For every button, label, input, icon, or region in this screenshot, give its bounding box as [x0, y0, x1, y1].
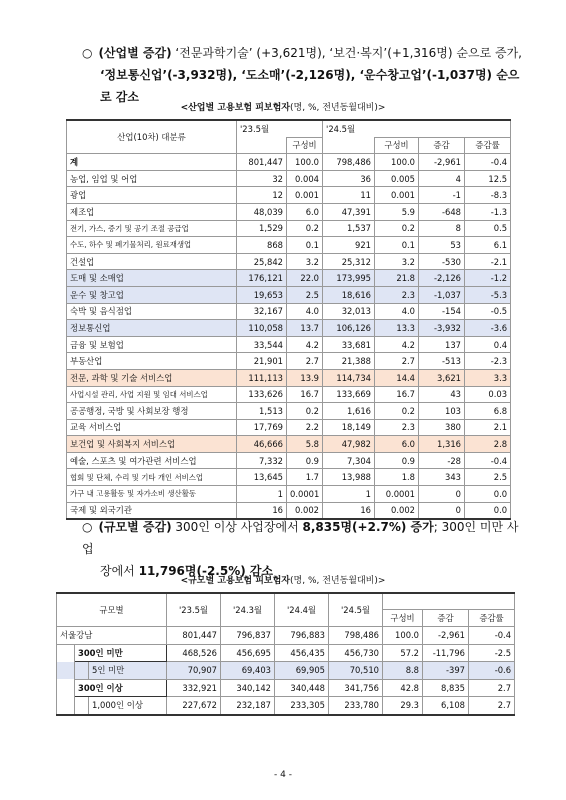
- change: 8,835: [423, 679, 469, 697]
- industry-row: [67, 154, 511, 171]
- size-row: [57, 679, 515, 697]
- change: -2,126: [419, 270, 465, 287]
- industry-name: 수도, 하수 및 폐기물처리, 원료재생업: [67, 237, 237, 254]
- table2-caption: [0, 573, 566, 586]
- industry-name: 금융 및 보험업: [67, 336, 237, 353]
- value-2405: 133,669: [323, 386, 375, 403]
- size-row: [57, 697, 515, 715]
- change: 43: [419, 386, 465, 403]
- change-rate: -2.5: [469, 644, 515, 662]
- share-2305: 3.2: [287, 253, 323, 270]
- change: -530: [419, 253, 465, 270]
- share-2305: 0.2: [287, 403, 323, 420]
- share-2305: 0.001: [287, 187, 323, 204]
- change: -1: [419, 187, 465, 204]
- size-header-category: 규모별: [57, 593, 167, 627]
- value-2405: 18,616: [323, 286, 375, 303]
- paragraph-industry: [82, 42, 522, 108]
- industry-row: [67, 320, 511, 337]
- share-2305: 16.7: [287, 386, 323, 403]
- change: 6,108: [423, 697, 469, 715]
- paragraph-industry-decrease-items: ‘정보통신업’(-3,932명), ‘도소매’(-2,126명), ‘운수창고업’(-1,037명): [100, 68, 493, 82]
- paragraph-industry-line2-text: 순으로 감소: [100, 68, 520, 104]
- industry-name: 예술, 스포츠 및 여가관련 서비스업: [67, 452, 237, 469]
- size-name: 5인 미만: [89, 662, 167, 680]
- share-2405: 0.001: [375, 187, 419, 204]
- share-2405: 2.7: [375, 353, 419, 370]
- size-header-rate: 증감률: [469, 609, 515, 626]
- paragraph-industry-line1: [82, 42, 522, 64]
- share-2405: 1.8: [375, 469, 419, 486]
- value-2405: 233,780: [329, 697, 383, 715]
- change-rate: -3.6: [465, 320, 511, 337]
- change: 103: [419, 403, 465, 420]
- share-2405: 0.0001: [375, 486, 419, 503]
- paragraph-size-heading: (규모별 증감): [98, 520, 172, 534]
- value-2405: 13,988: [323, 469, 375, 486]
- value-2405: 33,681: [323, 336, 375, 353]
- share-2305: 0.002: [287, 502, 323, 519]
- value-2305: 32,167: [237, 303, 287, 320]
- industry-row: [67, 452, 511, 469]
- size-row: [57, 662, 515, 680]
- share-2405: 3.2: [375, 253, 419, 270]
- header-share-2305: 구성비: [287, 137, 323, 154]
- change-rate: 0.0: [465, 502, 511, 519]
- value-2405: 25,312: [323, 253, 375, 270]
- indent-cell: [75, 662, 89, 680]
- share-2305: 100.0: [287, 154, 323, 171]
- value-2305: 176,121: [237, 270, 287, 287]
- industry-row: [67, 369, 511, 386]
- change: -3,932: [419, 320, 465, 337]
- share-2405: 6.0: [375, 436, 419, 453]
- change: 3,621: [419, 369, 465, 386]
- industry-row: [67, 336, 511, 353]
- value-2403: 456,695: [221, 644, 275, 662]
- paragraph-industry-heading: (산업별 증감): [98, 46, 172, 60]
- size-table-body: [57, 627, 515, 715]
- change-rate: -0.4: [465, 452, 511, 469]
- industry-table-body: [67, 154, 511, 520]
- indent-cell: [57, 662, 75, 680]
- industry-row: [67, 170, 511, 187]
- bullet-circle-icon: ○: [82, 46, 93, 60]
- share-2405: 0.1: [375, 237, 419, 254]
- value-2305: 19,653: [237, 286, 287, 303]
- value-2305: 111,113: [237, 369, 287, 386]
- share-2305: 22.0: [287, 270, 323, 287]
- value-2305: 16: [237, 502, 287, 519]
- share-2305: 6.0: [287, 203, 323, 220]
- change: 0: [419, 502, 465, 519]
- change: 343: [419, 469, 465, 486]
- share-2305: 2.2: [287, 419, 323, 436]
- value-2405: 1,616: [323, 403, 375, 420]
- share-2305: 0.1: [287, 237, 323, 254]
- industry-row: [67, 286, 511, 303]
- share-2305: 0.004: [287, 170, 323, 187]
- industry-row: [67, 303, 511, 320]
- change-rate: 0.0: [465, 486, 511, 503]
- value-2405: 173,995: [323, 270, 375, 287]
- industry-row: [67, 270, 511, 287]
- value-2305: 868: [237, 237, 287, 254]
- change-rate: -1.3: [465, 203, 511, 220]
- share-2405: 2.3: [375, 286, 419, 303]
- value-2405: 456,730: [329, 644, 383, 662]
- industry-row: [67, 237, 511, 254]
- change-rate: 2.1: [465, 419, 511, 436]
- value-2305: 332,921: [167, 679, 221, 697]
- change-rate: -0.4: [465, 154, 511, 171]
- industry-row: [67, 353, 511, 370]
- change: -397: [423, 662, 469, 680]
- industry-name: 보건업 및 사회복지 서비스업: [67, 436, 237, 453]
- paragraph-size-text1: 300인 이상 사업장에서: [171, 520, 303, 534]
- change: -28: [419, 452, 465, 469]
- industry-name: 운수 및 창고업: [67, 286, 237, 303]
- size-header-c2: '24.3월: [221, 593, 275, 627]
- share: 100.0: [383, 627, 423, 645]
- industry-name: 전문, 과학 및 기술 서비스업: [67, 369, 237, 386]
- share-2405: 5.9: [375, 203, 419, 220]
- table1-caption: [0, 100, 566, 113]
- size-table: [56, 592, 515, 716]
- share: 57.2: [383, 644, 423, 662]
- size-header-share: 구성비: [383, 609, 423, 626]
- value-2305: 1: [237, 486, 287, 503]
- size-row: [57, 644, 515, 662]
- change: -2,961: [423, 627, 469, 645]
- value-2405: 7,304: [323, 452, 375, 469]
- industry-name: 협회 및 단체, 수리 및 기타 개인 서비스업: [67, 469, 237, 486]
- header-category: 산업(10차) 대분류: [67, 120, 237, 154]
- change: 53: [419, 237, 465, 254]
- industry-name: 농업, 임업 및 어업: [67, 170, 237, 187]
- industry-name: 국제 및 외국기관: [67, 502, 237, 519]
- value-2305: 110,058: [237, 320, 287, 337]
- value-2305: 25,842: [237, 253, 287, 270]
- paragraph-size-text2: ; 300인 미만 사업: [82, 520, 519, 556]
- value-2305: 801,447: [237, 154, 287, 171]
- change: -648: [419, 203, 465, 220]
- value-2404: 69,905: [275, 662, 329, 680]
- change: 380: [419, 419, 465, 436]
- size-name: 서울강남: [57, 627, 167, 645]
- value-2405: 1,537: [323, 220, 375, 237]
- share-2405: 0.2: [375, 403, 419, 420]
- change: 137: [419, 336, 465, 353]
- industry-name: 교육 서비스업: [67, 419, 237, 436]
- share-2305: 4.2: [287, 336, 323, 353]
- share-2405: 4.2: [375, 336, 419, 353]
- change: 8: [419, 220, 465, 237]
- value-2305: 468,526: [167, 644, 221, 662]
- value-2403: 232,187: [221, 697, 275, 715]
- change-rate: 6.1: [465, 237, 511, 254]
- size-header-c3: '24.4월: [275, 593, 329, 627]
- industry-name: 광업: [67, 187, 237, 204]
- change-rate: 3.3: [465, 369, 511, 386]
- value-2405: 32,013: [323, 303, 375, 320]
- change-rate: -2.1: [465, 253, 511, 270]
- share-2305: 2.5: [287, 286, 323, 303]
- industry-row: [67, 253, 511, 270]
- change: 0: [419, 486, 465, 503]
- change-rate: 0.03: [465, 386, 511, 403]
- value-2405: 1: [323, 486, 375, 503]
- indent-cell: [57, 679, 75, 697]
- size-header-change: 증감: [423, 609, 469, 626]
- change: -154: [419, 303, 465, 320]
- value-2405: 16: [323, 502, 375, 519]
- indent-cell: [57, 697, 75, 715]
- change-rate: 2.7: [469, 679, 515, 697]
- industry-table: [66, 119, 511, 520]
- value-2405: 921: [323, 237, 375, 254]
- share: 42.8: [383, 679, 423, 697]
- industry-row: [67, 403, 511, 420]
- industry-name: 가구 내 고용활동 및 자가소비 생산활동: [67, 486, 237, 503]
- change: -2,961: [419, 154, 465, 171]
- size-row: [57, 627, 515, 645]
- paragraph-size-increase: 8,835명(+2.7%) 증가: [302, 520, 434, 534]
- value-2305: 227,672: [167, 697, 221, 715]
- size-name: 1,000인 이상: [89, 697, 167, 715]
- page-number: - 4 -: [274, 770, 292, 780]
- share-2405: 4.0: [375, 303, 419, 320]
- table2-caption-unit: (명, %, 전년동월대비)>: [290, 576, 386, 586]
- paragraph-size-line1: [82, 516, 522, 560]
- share: 8.8: [383, 662, 423, 680]
- header-share-2405: 구성비: [375, 137, 419, 154]
- change-rate: 6.8: [465, 403, 511, 420]
- change-rate: -0.5: [465, 303, 511, 320]
- industry-name: 부동산업: [67, 353, 237, 370]
- change-rate: 0.4: [465, 336, 511, 353]
- value-2305: 7,332: [237, 452, 287, 469]
- size-name: 300인 이상: [75, 679, 167, 697]
- change: 4: [419, 170, 465, 187]
- value-2405: 11: [323, 187, 375, 204]
- industry-row: [67, 436, 511, 453]
- value-2405: 106,126: [323, 320, 375, 337]
- paragraph-size-text4: 감소: [245, 564, 274, 578]
- value-2403: 69,403: [221, 662, 275, 680]
- share-2405: 0.2: [375, 220, 419, 237]
- share-2305: 0.0001: [287, 486, 323, 503]
- value-2405: 70,510: [329, 662, 383, 680]
- paragraph-size-text3: 장에서: [100, 564, 139, 578]
- value-2305: 21,901: [237, 353, 287, 370]
- paragraph-industry-line1-text: ‘전문과학기술’ (+3,621명), ‘보건·복지’(+1,316명) 순으로 증가,: [171, 46, 522, 60]
- header-2405: '24.5월: [323, 120, 511, 137]
- industry-row: [67, 419, 511, 436]
- share-2405: 0.005: [375, 170, 419, 187]
- change: 1,316: [419, 436, 465, 453]
- value-2305: 801,447: [167, 627, 221, 645]
- share-2305: 4.0: [287, 303, 323, 320]
- change-rate: -8.3: [465, 187, 511, 204]
- value-2404: 233,305: [275, 697, 329, 715]
- value-2305: 70,907: [167, 662, 221, 680]
- value-2305: 133,626: [237, 386, 287, 403]
- change-rate: 2.5: [465, 469, 511, 486]
- value-2305: 48,039: [237, 203, 287, 220]
- change-rate: -5.3: [465, 286, 511, 303]
- size-name: 300인 미만: [75, 644, 167, 662]
- value-2405: 18,149: [323, 419, 375, 436]
- value-2305: 33,544: [237, 336, 287, 353]
- industry-row: [67, 220, 511, 237]
- value-2405: 36: [323, 170, 375, 187]
- value-2305: 1,529: [237, 220, 287, 237]
- industry-name: 건설업: [67, 253, 237, 270]
- change-rate: 0.5: [465, 220, 511, 237]
- value-2405: 341,756: [329, 679, 383, 697]
- change: -11,796: [423, 644, 469, 662]
- indent-cell: [57, 644, 75, 662]
- value-2305: 32: [237, 170, 287, 187]
- value-2403: 340,142: [221, 679, 275, 697]
- change-rate: -1.2: [465, 270, 511, 287]
- value-2405: 47,982: [323, 436, 375, 453]
- share-2405: 21.8: [375, 270, 419, 287]
- change-rate: -0.6: [469, 662, 515, 680]
- industry-name: 계: [67, 154, 237, 171]
- value-2305: 12: [237, 187, 287, 204]
- share-2405: 100.0: [375, 154, 419, 171]
- size-header-c4: '24.5월: [329, 593, 383, 627]
- industry-row: [67, 203, 511, 220]
- share-2305: 5.8: [287, 436, 323, 453]
- share-2305: 13.9: [287, 369, 323, 386]
- header-2305: '23.5월: [237, 120, 323, 137]
- paragraph-size-decrease: 11,796명(-2.5%): [138, 564, 246, 578]
- table1-caption-unit: (명, %, 전년동월대비)>: [290, 103, 386, 113]
- industry-name: 정보통신업: [67, 320, 237, 337]
- industry-name: 도매 및 소매업: [67, 270, 237, 287]
- share-2405: 16.7: [375, 386, 419, 403]
- industry-name: 숙박 및 음식점업: [67, 303, 237, 320]
- indent-cell: [75, 697, 89, 715]
- table2-caption-title: <규모별 고용보험 피보험자: [180, 576, 291, 586]
- value-2405: 114,734: [323, 369, 375, 386]
- industry-row: [67, 486, 511, 503]
- header-rate: 증감률: [465, 137, 511, 154]
- header-change: 증감: [419, 137, 465, 154]
- value-2305: 13,645: [237, 469, 287, 486]
- industry-name: 공공행정, 국방 및 사회보장 행정: [67, 403, 237, 420]
- table1-caption-title: <산업별 고용보험 피보험자: [180, 103, 291, 113]
- value-2403: 796,837: [221, 627, 275, 645]
- change-rate: 2.7: [469, 697, 515, 715]
- value-2405: 47,391: [323, 203, 375, 220]
- industry-row: [67, 386, 511, 403]
- share-2305: 0.9: [287, 452, 323, 469]
- share: 29.3: [383, 697, 423, 715]
- share-2305: 0.2: [287, 220, 323, 237]
- value-2405: 21,388: [323, 353, 375, 370]
- change-rate: 2.8: [465, 436, 511, 453]
- value-2305: 1,513: [237, 403, 287, 420]
- value-2405: 798,486: [323, 154, 375, 171]
- industry-name: 제조업: [67, 203, 237, 220]
- change-rate: 12.5: [465, 170, 511, 187]
- value-2404: 456,435: [275, 644, 329, 662]
- share-2405: 0.9: [375, 452, 419, 469]
- share-2405: 13.3: [375, 320, 419, 337]
- share-2405: 2.3: [375, 419, 419, 436]
- change-rate: -0.4: [469, 627, 515, 645]
- industry-name: 전기, 가스, 증기 및 공기 조절 공급업: [67, 220, 237, 237]
- value-2404: 796,883: [275, 627, 329, 645]
- value-2305: 46,666: [237, 436, 287, 453]
- industry-row: [67, 469, 511, 486]
- share-2305: 13.7: [287, 320, 323, 337]
- share-2305: 2.7: [287, 353, 323, 370]
- industry-name: 사업시설 관리, 사업 지원 및 임대 서비스업: [67, 386, 237, 403]
- change: -513: [419, 353, 465, 370]
- value-2404: 340,448: [275, 679, 329, 697]
- share-2405: 0.002: [375, 502, 419, 519]
- change: -1,037: [419, 286, 465, 303]
- value-2305: 17,769: [237, 419, 287, 436]
- industry-row: [67, 187, 511, 204]
- change-rate: -2.3: [465, 353, 511, 370]
- share-2305: 1.7: [287, 469, 323, 486]
- share-2405: 14.4: [375, 369, 419, 386]
- size-header-c1: '23.5월: [167, 593, 221, 627]
- value-2405: 798,486: [329, 627, 383, 645]
- bullet-circle-icon: ○: [82, 520, 93, 534]
